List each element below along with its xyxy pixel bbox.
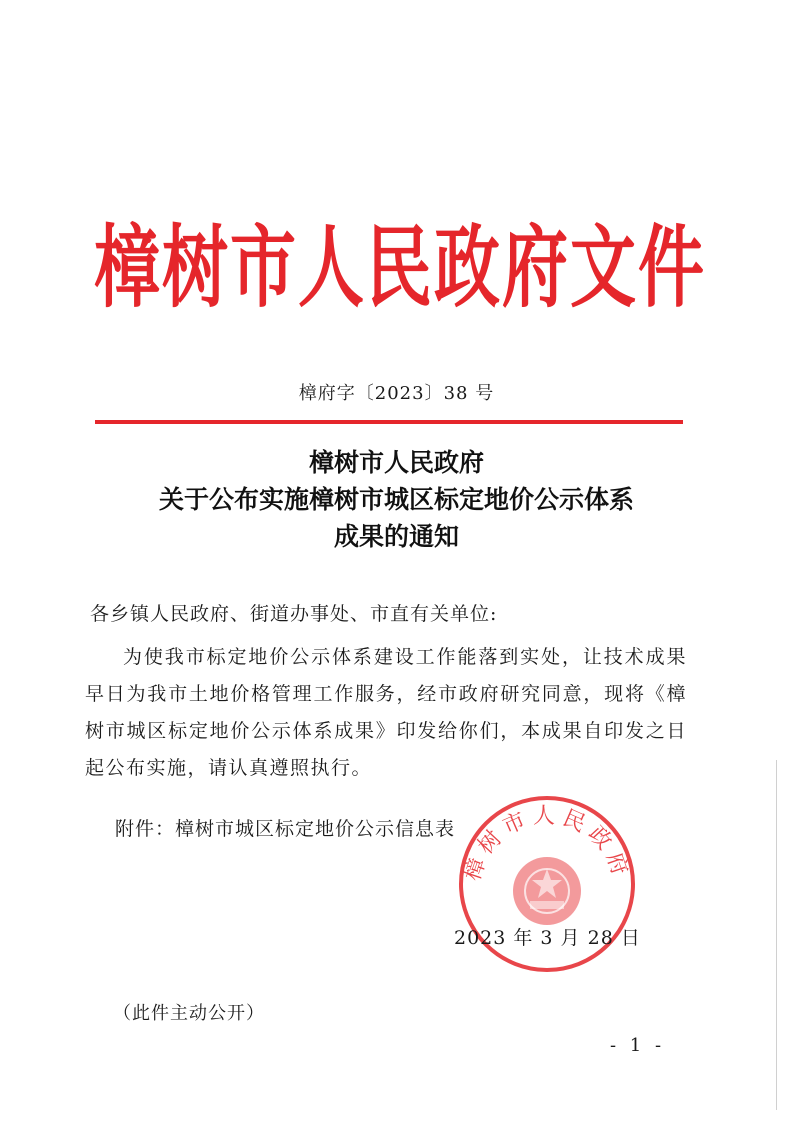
notice-title-line-3: 成果的通知 [333, 522, 459, 551]
issue-date: 2023 年 3 月 28 日 [454, 927, 641, 949]
issuer-title: 樟树市人民政府文件 [94, 216, 706, 321]
document-number: 樟府字〔2023〕38 号 [298, 383, 495, 404]
red-divider-line [95, 420, 683, 424]
salutation: 各乡镇人民政府、街道办事处、市直有关单位: [90, 603, 498, 625]
page-number: - 1 - [610, 1035, 666, 1056]
svg-text:樟树市人民政府: 樟树市人民政府 [460, 804, 634, 885]
notice-title [60, 444, 733, 555]
body-paragraph: 为使我市标定地价公示体系建设工作能落到实处，让技术成果早日为我市土地价格管理工作服务，经市政府研究同意，现将《樟树市城区标定地价公示体系成果》印发给你们，本成果自印发之日起公布实施，请认真遵照执行。 [85, 646, 687, 779]
attachment-line: 附件：樟树市城区标定地价公示信息表 [115, 818, 456, 840]
notice-title-line-1: 樟树市人民政府 [308, 448, 484, 477]
national-emblem-icon [513, 857, 581, 925]
disclosure-note: （此件主动公开） [113, 1003, 265, 1024]
notice-title-line-2: 关于公布实施樟树市城区标定地价公示体系 [158, 485, 634, 514]
scan-edge-line [776, 760, 777, 1110]
